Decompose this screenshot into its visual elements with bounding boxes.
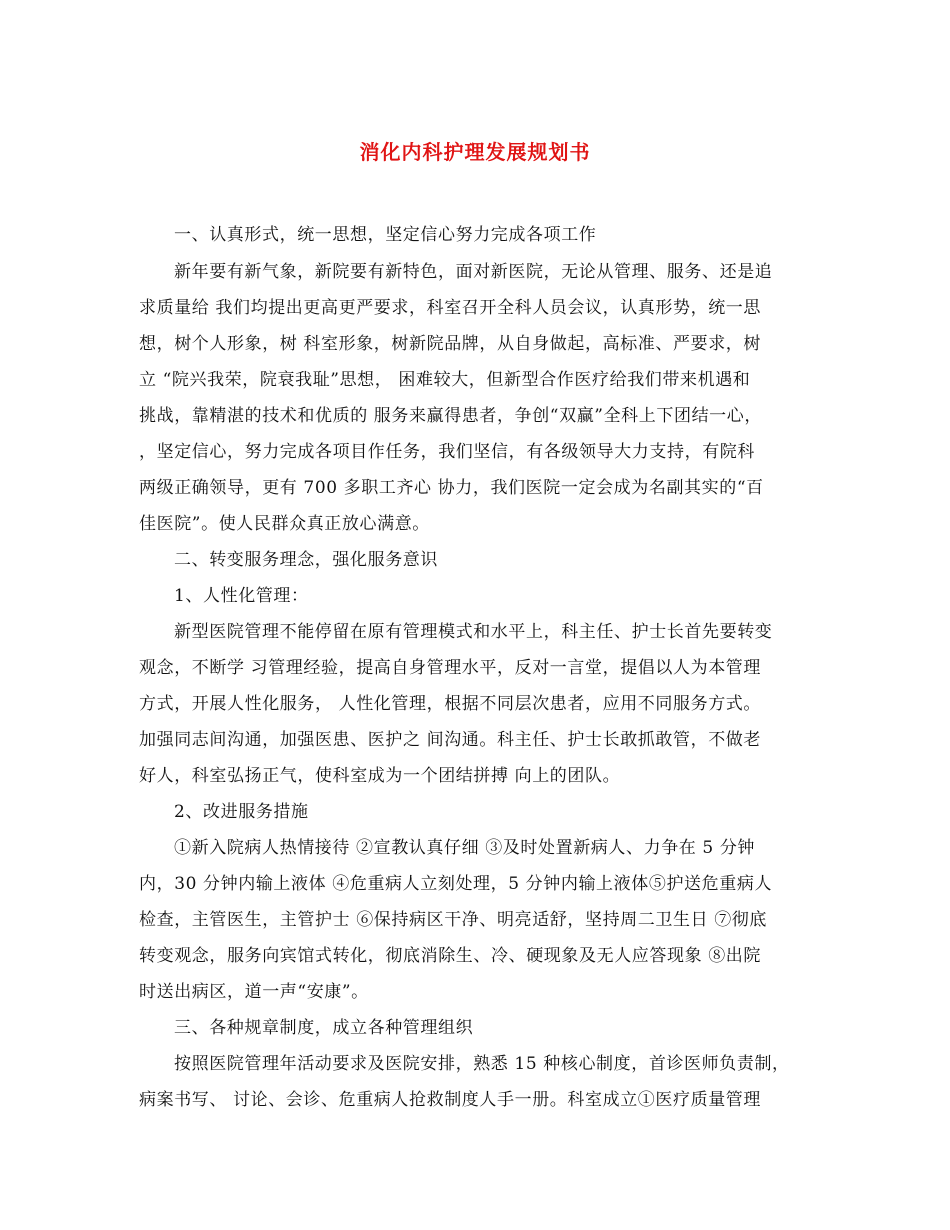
paragraph-line: 内，30 分钟内输上液体 ④危重病人立刻处理，5 分钟内输上液体⑤护送危重病人 [139, 874, 773, 894]
paragraph-line: 方式，开展人性化服务， 人性化管理，根据不同层次患者，应用不同服务方式。 [139, 694, 762, 714]
paragraph-line: 好人，科室弘扬正气，使科室成为一个团结拼搏 向上的团队。 [139, 766, 621, 786]
paragraph-line: 观念，不断学 习管理经验，提高自身管理水平，反对一言堂，提倡以人为本管理 [139, 658, 762, 678]
document-title: 消化内科护理发展规划书 [359, 140, 591, 164]
subsection-heading: 2、改进服务措施 [174, 802, 309, 822]
paragraph-line: 新年要有新气象，新院要有新特色，面对新医院，无论从管理、服务、还是追 [174, 262, 773, 282]
paragraph-line: 两级正确领导，更有 700 多职工齐心 协力，我们医院一定会成为名副其实的“百 [139, 478, 764, 498]
paragraph-line: 转变观念，服务向宾馆式转化，彻底消除生、冷、硬现象及无人应答现象 ⑧出院 [139, 946, 762, 966]
paragraph-line: 检查，主管医生，主管护士 ⑥保持病区干净、明亮适舒，坚持周二卫生日 ⑦彻底 [139, 910, 768, 930]
paragraph-line: 按照医院管理年活动要求及医院安排，熟悉 15 种核心制度，首诊医师负责制， [174, 1054, 790, 1074]
paragraph-line: ①新入院病人热情接待 ②宣教认真仔细 ③及时处置新病人、力争在 5 分钟 [174, 838, 756, 858]
paragraph-line: 挑战，靠精湛的技术和优质的 服务来赢得患者，争创“双赢”全科上下团结一心， [139, 406, 762, 426]
paragraph-line: 立 “院兴我荣，院衰我耻”思想， 困难较大，但新型合作医疗给我们带来机遇和 [139, 370, 751, 390]
section-heading: 三、各种规章制度，成立各种管理组织 [174, 1018, 474, 1038]
section-heading: 二、转变服务理念，强化服务意识 [174, 550, 438, 570]
paragraph-line: 求质量给 我们均提出更高更严要求，科室召开全科人员会议，认真形势，统一思 [139, 298, 762, 318]
section-heading: 一、认真形式，统一思想，坚定信心努力完成各项工作 [174, 225, 597, 245]
paragraph-line: 新型医院管理不能停留在原有管理模式和水平上，科主任、护士长首先要转变 [174, 622, 773, 642]
paragraph-line: 想，树个人形象，树 科室形象，树新院品牌，从自身做起，高标准、严要求，树 [139, 334, 762, 354]
paragraph-line: ，坚定信心，努力完成各项目作任务，我们坚信，有各级领导大力支持，有院科 [139, 442, 755, 462]
subsection-heading: 1、人性化管理： [174, 586, 309, 606]
paragraph-line: 加强同志间沟通，加强医患、医护之 间沟通。科主任、护士长敢抓敢管，不做老 [139, 730, 762, 750]
paragraph-line: 病案书写、 讨论、会诊、危重病人抢救制度人手一册。科室成立①医疗质量管理 [139, 1090, 762, 1110]
paragraph-line: 时送出病区，道一声“安康”。 [139, 982, 369, 1002]
paragraph-line: 佳医院”。使人民群众真正放心满意。 [139, 514, 430, 534]
